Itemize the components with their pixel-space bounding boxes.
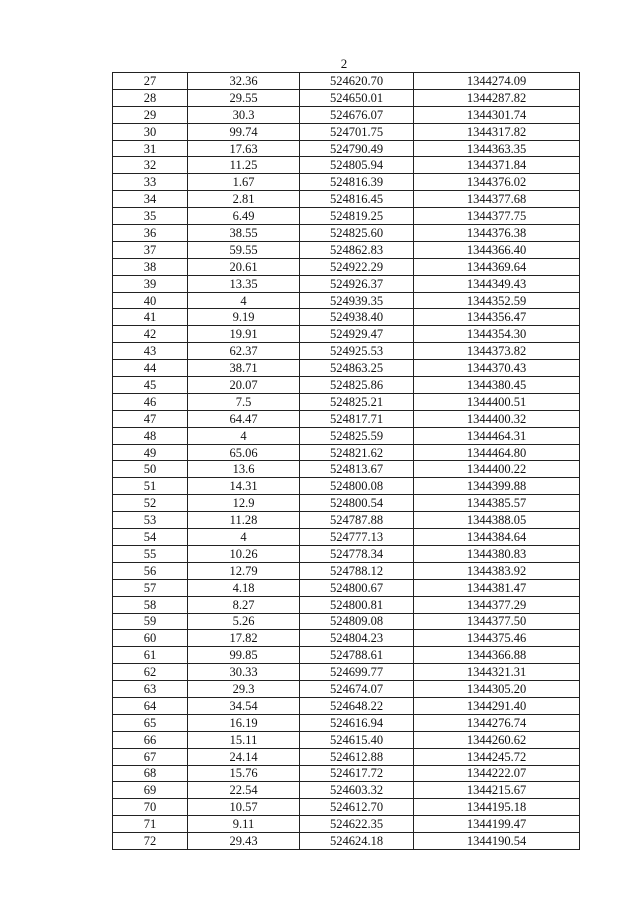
y-coordinate-cell: 1344370.43 xyxy=(414,360,580,377)
point-number-cell: 66 xyxy=(113,731,188,748)
x-coordinate-cell: 524612.70 xyxy=(300,799,414,816)
table-row xyxy=(113,106,580,123)
x-coordinate-cell: 524819.25 xyxy=(300,208,414,225)
x-coordinate-cell: 524805.94 xyxy=(300,157,414,174)
x-coordinate-cell: 524788.12 xyxy=(300,562,414,579)
table-row xyxy=(113,174,580,191)
point-number-cell: 48 xyxy=(113,427,188,444)
y-coordinate-cell: 1344464.80 xyxy=(414,444,580,461)
x-coordinate-cell: 524620.70 xyxy=(300,73,414,90)
coordinates-table xyxy=(112,72,580,850)
table-row xyxy=(113,495,580,512)
distance-cell: 99.85 xyxy=(188,647,300,664)
y-coordinate-cell: 1344383.92 xyxy=(414,562,580,579)
y-coordinate-cell: 1344376.38 xyxy=(414,225,580,242)
table-row xyxy=(113,89,580,106)
y-coordinate-cell: 1344291.40 xyxy=(414,697,580,714)
table-row xyxy=(113,613,580,630)
table-row xyxy=(113,208,580,225)
y-coordinate-cell: 1344371.84 xyxy=(414,157,580,174)
x-coordinate-cell: 524926.37 xyxy=(300,275,414,292)
x-coordinate-cell: 524800.08 xyxy=(300,478,414,495)
y-coordinate-cell: 1344400.32 xyxy=(414,410,580,427)
point-number-cell: 70 xyxy=(113,799,188,816)
table-row xyxy=(113,731,580,748)
point-number-cell: 40 xyxy=(113,292,188,309)
table-row xyxy=(113,833,580,850)
distance-cell: 38.55 xyxy=(188,225,300,242)
distance-cell: 11.28 xyxy=(188,512,300,529)
y-coordinate-cell: 1344195.18 xyxy=(414,799,580,816)
table-row xyxy=(113,562,580,579)
table-row xyxy=(113,579,580,596)
table-row xyxy=(113,140,580,157)
y-coordinate-cell: 1344384.64 xyxy=(414,529,580,546)
point-number-cell: 35 xyxy=(113,208,188,225)
x-coordinate-cell: 524777.13 xyxy=(300,529,414,546)
table-row xyxy=(113,258,580,275)
table-row xyxy=(113,309,580,326)
table-row xyxy=(113,748,580,765)
point-number-cell: 28 xyxy=(113,89,188,106)
x-coordinate-cell: 524816.45 xyxy=(300,191,414,208)
point-number-cell: 51 xyxy=(113,478,188,495)
distance-cell: 29.43 xyxy=(188,833,300,850)
table-row xyxy=(113,225,580,242)
point-number-cell: 27 xyxy=(113,73,188,90)
distance-cell: 64.47 xyxy=(188,410,300,427)
x-coordinate-cell: 524788.61 xyxy=(300,647,414,664)
distance-cell: 11.25 xyxy=(188,157,300,174)
distance-cell: 24.14 xyxy=(188,748,300,765)
point-number-cell: 58 xyxy=(113,596,188,613)
y-coordinate-cell: 1344352.59 xyxy=(414,292,580,309)
table-row xyxy=(113,326,580,343)
x-coordinate-cell: 524922.29 xyxy=(300,258,414,275)
x-coordinate-cell: 524800.81 xyxy=(300,596,414,613)
point-number-cell: 53 xyxy=(113,512,188,529)
distance-cell: 32.36 xyxy=(188,73,300,90)
x-coordinate-cell: 524929.47 xyxy=(300,326,414,343)
distance-cell: 34.54 xyxy=(188,697,300,714)
y-coordinate-cell: 1344366.88 xyxy=(414,647,580,664)
distance-cell: 20.61 xyxy=(188,258,300,275)
table-row xyxy=(113,512,580,529)
y-coordinate-cell: 1344349.43 xyxy=(414,275,580,292)
table-row xyxy=(113,765,580,782)
point-number-cell: 38 xyxy=(113,258,188,275)
point-number-cell: 55 xyxy=(113,545,188,562)
point-number-cell: 67 xyxy=(113,748,188,765)
distance-cell: 4.18 xyxy=(188,579,300,596)
x-coordinate-cell: 524603.32 xyxy=(300,782,414,799)
distance-cell: 15.76 xyxy=(188,765,300,782)
x-coordinate-cell: 524817.71 xyxy=(300,410,414,427)
y-coordinate-cell: 1344276.74 xyxy=(414,714,580,731)
distance-cell: 12.79 xyxy=(188,562,300,579)
y-coordinate-cell: 1344388.05 xyxy=(414,512,580,529)
x-coordinate-cell: 524617.72 xyxy=(300,765,414,782)
point-number-cell: 68 xyxy=(113,765,188,782)
x-coordinate-cell: 524825.60 xyxy=(300,225,414,242)
point-number-cell: 44 xyxy=(113,360,188,377)
distance-cell: 16.19 xyxy=(188,714,300,731)
y-coordinate-cell: 1344375.46 xyxy=(414,630,580,647)
point-number-cell: 31 xyxy=(113,140,188,157)
distance-cell: 13.35 xyxy=(188,275,300,292)
point-number-cell: 65 xyxy=(113,714,188,731)
x-coordinate-cell: 524809.08 xyxy=(300,613,414,630)
point-number-cell: 56 xyxy=(113,562,188,579)
y-coordinate-cell: 1344321.31 xyxy=(414,664,580,681)
table-row xyxy=(113,782,580,799)
y-coordinate-cell: 1344190.54 xyxy=(414,833,580,850)
x-coordinate-cell: 524825.59 xyxy=(300,427,414,444)
point-number-cell: 69 xyxy=(113,782,188,799)
x-coordinate-cell: 524674.07 xyxy=(300,681,414,698)
table-row xyxy=(113,630,580,647)
x-coordinate-cell: 524676.07 xyxy=(300,106,414,123)
x-coordinate-cell: 524821.62 xyxy=(300,444,414,461)
y-coordinate-cell: 1344400.51 xyxy=(414,393,580,410)
point-number-cell: 43 xyxy=(113,343,188,360)
distance-cell: 1.67 xyxy=(188,174,300,191)
y-coordinate-cell: 1344222.07 xyxy=(414,765,580,782)
point-number-cell: 39 xyxy=(113,275,188,292)
table-row xyxy=(113,697,580,714)
table-row xyxy=(113,647,580,664)
x-coordinate-cell: 524615.40 xyxy=(300,731,414,748)
y-coordinate-cell: 1344274.09 xyxy=(414,73,580,90)
point-number-cell: 33 xyxy=(113,174,188,191)
distance-cell: 30.33 xyxy=(188,664,300,681)
x-coordinate-cell: 524938.40 xyxy=(300,309,414,326)
page-number: 2 xyxy=(340,56,348,71)
point-number-cell: 34 xyxy=(113,191,188,208)
point-number-cell: 63 xyxy=(113,681,188,698)
table-row xyxy=(113,191,580,208)
distance-cell: 14.31 xyxy=(188,478,300,495)
y-coordinate-cell: 1344301.74 xyxy=(414,106,580,123)
point-number-cell: 36 xyxy=(113,225,188,242)
x-coordinate-cell: 524816.39 xyxy=(300,174,414,191)
table-row xyxy=(113,596,580,613)
distance-cell: 17.63 xyxy=(188,140,300,157)
y-coordinate-cell: 1344356.47 xyxy=(414,309,580,326)
point-number-cell: 59 xyxy=(113,613,188,630)
distance-cell: 2.81 xyxy=(188,191,300,208)
point-number-cell: 57 xyxy=(113,579,188,596)
distance-cell: 4 xyxy=(188,427,300,444)
y-coordinate-cell: 1344369.64 xyxy=(414,258,580,275)
point-number-cell: 61 xyxy=(113,647,188,664)
distance-cell: 65.06 xyxy=(188,444,300,461)
y-coordinate-cell: 1344199.47 xyxy=(414,816,580,833)
y-coordinate-cell: 1344376.02 xyxy=(414,174,580,191)
x-coordinate-cell: 524778.34 xyxy=(300,545,414,562)
y-coordinate-cell: 1344305.20 xyxy=(414,681,580,698)
table-row xyxy=(113,410,580,427)
y-coordinate-cell: 1344380.83 xyxy=(414,545,580,562)
x-coordinate-cell: 524648.22 xyxy=(300,697,414,714)
point-number-cell: 64 xyxy=(113,697,188,714)
point-number-cell: 49 xyxy=(113,444,188,461)
distance-cell: 29.3 xyxy=(188,681,300,698)
table-row xyxy=(113,816,580,833)
point-number-cell: 42 xyxy=(113,326,188,343)
x-coordinate-cell: 524612.88 xyxy=(300,748,414,765)
y-coordinate-cell: 1344215.67 xyxy=(414,782,580,799)
y-coordinate-cell: 1344377.68 xyxy=(414,191,580,208)
distance-cell: 6.49 xyxy=(188,208,300,225)
y-coordinate-cell: 1344399.88 xyxy=(414,478,580,495)
distance-cell: 38.71 xyxy=(188,360,300,377)
y-coordinate-cell: 1344377.75 xyxy=(414,208,580,225)
distance-cell: 13.6 xyxy=(188,461,300,478)
point-number-cell: 60 xyxy=(113,630,188,647)
y-coordinate-cell: 1344366.40 xyxy=(414,241,580,258)
distance-cell: 9.19 xyxy=(188,309,300,326)
x-coordinate-cell: 524939.35 xyxy=(300,292,414,309)
distance-cell: 99.74 xyxy=(188,123,300,140)
y-coordinate-cell: 1344400.22 xyxy=(414,461,580,478)
x-coordinate-cell: 524800.54 xyxy=(300,495,414,512)
table-row xyxy=(113,73,580,90)
table-row xyxy=(113,377,580,394)
distance-cell: 4 xyxy=(188,292,300,309)
distance-cell: 22.54 xyxy=(188,782,300,799)
x-coordinate-cell: 524622.35 xyxy=(300,816,414,833)
y-coordinate-cell: 1344377.50 xyxy=(414,613,580,630)
distance-cell: 9.11 xyxy=(188,816,300,833)
table-row xyxy=(113,393,580,410)
point-number-cell: 50 xyxy=(113,461,188,478)
x-coordinate-cell: 524825.86 xyxy=(300,377,414,394)
table-row xyxy=(113,444,580,461)
x-coordinate-cell: 524925.53 xyxy=(300,343,414,360)
x-coordinate-cell: 524701.75 xyxy=(300,123,414,140)
table-row xyxy=(113,241,580,258)
y-coordinate-cell: 1344245.72 xyxy=(414,748,580,765)
y-coordinate-cell: 1344385.57 xyxy=(414,495,580,512)
table-row xyxy=(113,545,580,562)
point-number-cell: 32 xyxy=(113,157,188,174)
x-coordinate-cell: 524800.67 xyxy=(300,579,414,596)
table-row xyxy=(113,292,580,309)
y-coordinate-cell: 1344354.30 xyxy=(414,326,580,343)
y-coordinate-cell: 1344260.62 xyxy=(414,731,580,748)
point-number-cell: 54 xyxy=(113,529,188,546)
table-row xyxy=(113,427,580,444)
y-coordinate-cell: 1344381.47 xyxy=(414,579,580,596)
distance-cell: 62.37 xyxy=(188,343,300,360)
table-row xyxy=(113,681,580,698)
y-coordinate-cell: 1344373.82 xyxy=(414,343,580,360)
table-row xyxy=(113,123,580,140)
distance-cell: 12.9 xyxy=(188,495,300,512)
point-number-cell: 46 xyxy=(113,393,188,410)
table-row xyxy=(113,714,580,731)
point-number-cell: 52 xyxy=(113,495,188,512)
distance-cell: 8.27 xyxy=(188,596,300,613)
x-coordinate-cell: 524790.49 xyxy=(300,140,414,157)
x-coordinate-cell: 524863.25 xyxy=(300,360,414,377)
distance-cell: 30.3 xyxy=(188,106,300,123)
x-coordinate-cell: 524699.77 xyxy=(300,664,414,681)
point-number-cell: 41 xyxy=(113,309,188,326)
point-number-cell: 45 xyxy=(113,377,188,394)
table-row xyxy=(113,664,580,681)
table-row xyxy=(113,157,580,174)
point-number-cell: 29 xyxy=(113,106,188,123)
distance-cell: 7.5 xyxy=(188,393,300,410)
y-coordinate-cell: 1344363.35 xyxy=(414,140,580,157)
distance-cell: 17.82 xyxy=(188,630,300,647)
y-coordinate-cell: 1344287.82 xyxy=(414,89,580,106)
x-coordinate-cell: 524804.23 xyxy=(300,630,414,647)
distance-cell: 4 xyxy=(188,529,300,546)
point-number-cell: 72 xyxy=(113,833,188,850)
distance-cell: 20.07 xyxy=(188,377,300,394)
table-row xyxy=(113,343,580,360)
point-number-cell: 71 xyxy=(113,816,188,833)
y-coordinate-cell: 1344380.45 xyxy=(414,377,580,394)
table-row xyxy=(113,360,580,377)
distance-cell: 59.55 xyxy=(188,241,300,258)
x-coordinate-cell: 524813.67 xyxy=(300,461,414,478)
x-coordinate-cell: 524650.01 xyxy=(300,89,414,106)
table-row xyxy=(113,461,580,478)
table-row xyxy=(113,529,580,546)
x-coordinate-cell: 524862.83 xyxy=(300,241,414,258)
distance-cell: 19.91 xyxy=(188,326,300,343)
point-number-cell: 30 xyxy=(113,123,188,140)
distance-cell: 10.26 xyxy=(188,545,300,562)
x-coordinate-cell: 524624.18 xyxy=(300,833,414,850)
x-coordinate-cell: 524787.88 xyxy=(300,512,414,529)
y-coordinate-cell: 1344377.29 xyxy=(414,596,580,613)
y-coordinate-cell: 1344317.82 xyxy=(414,123,580,140)
x-coordinate-cell: 524825.21 xyxy=(300,393,414,410)
y-coordinate-cell: 1344464.31 xyxy=(414,427,580,444)
table-row xyxy=(113,478,580,495)
x-coordinate-cell: 524616.94 xyxy=(300,714,414,731)
distance-cell: 29.55 xyxy=(188,89,300,106)
coordinates-table-body xyxy=(113,73,580,850)
table-row xyxy=(113,275,580,292)
distance-cell: 5.26 xyxy=(188,613,300,630)
distance-cell: 15.11 xyxy=(188,731,300,748)
table-row xyxy=(113,799,580,816)
distance-cell: 10.57 xyxy=(188,799,300,816)
point-number-cell: 37 xyxy=(113,241,188,258)
point-number-cell: 47 xyxy=(113,410,188,427)
point-number-cell: 62 xyxy=(113,664,188,681)
